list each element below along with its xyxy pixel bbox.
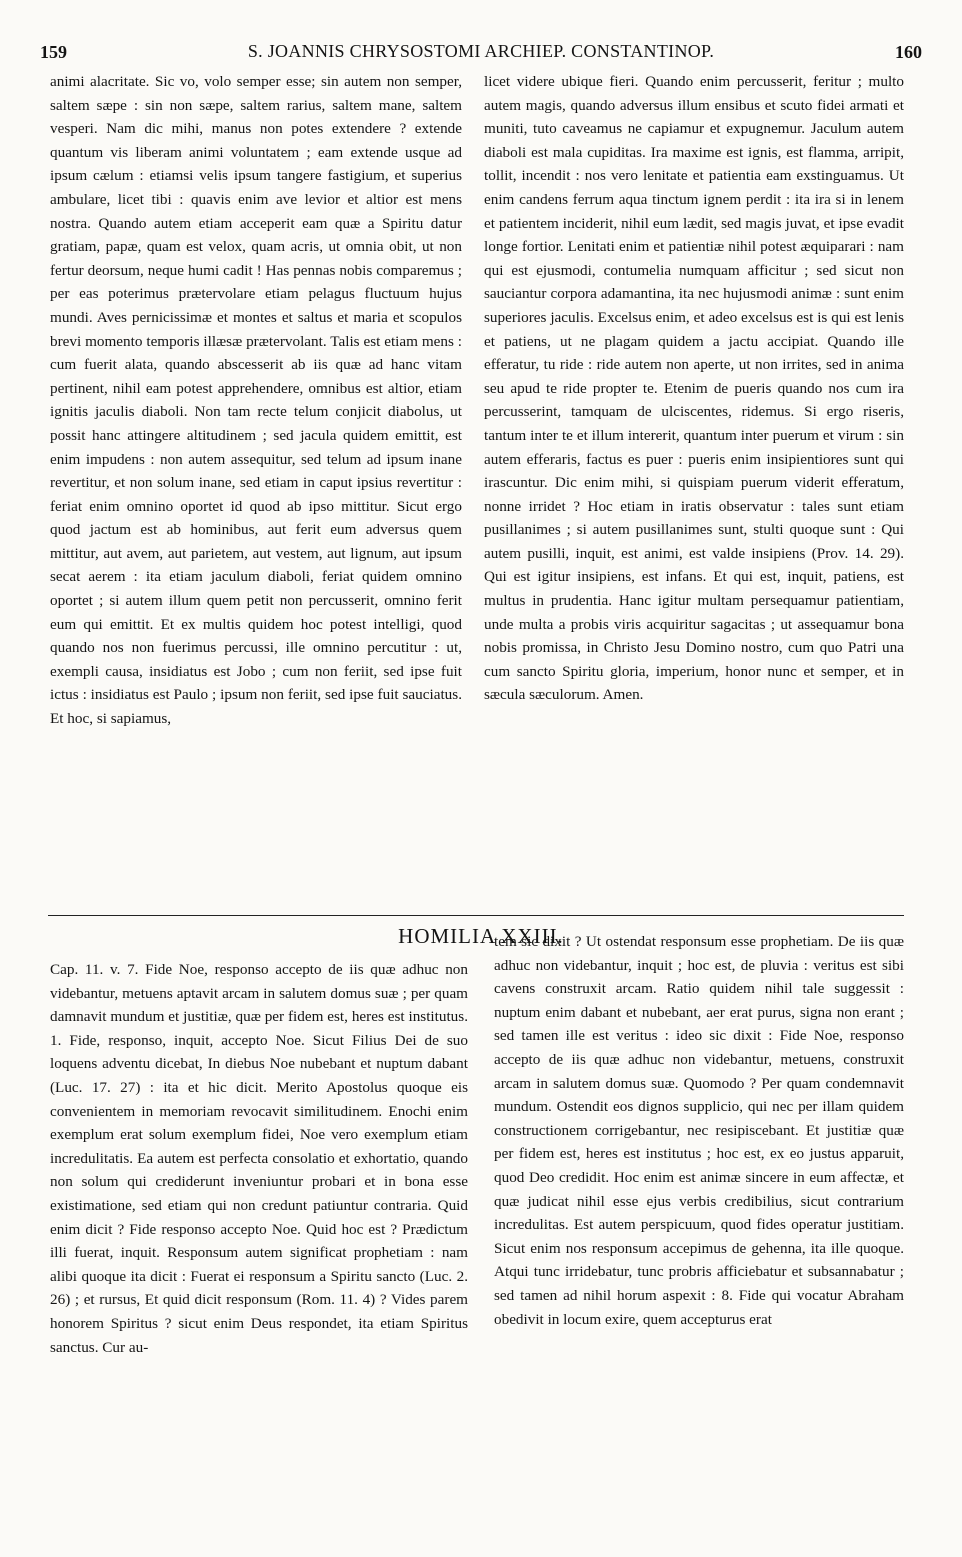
column-upper-left <box>50 70 462 908</box>
section-divider <box>48 915 904 916</box>
column-upper-right <box>484 70 904 908</box>
page-number-left: 159 <box>40 42 67 62</box>
paragraph-upper-right: licet videre ubique fieri. Quando enim percusserit, feritur ; multo autem magis, quando adversus illum ensibus et scuto fidei armati et muniti, tuto caveamus ne capiamur et expugnemur. Jaculum autem diaboli est mala cupiditas. Ira maxime est ignis, est flamma, arripit, tollit, incendit : nos vero lenitate et patientia eam exstinguamus. Ut enim candens ferrum aqua tinctum ignem perdit : ita ira si in lenem et patientem inciderit, nihil eum lædit, sed magis juvat, et ipse evadit longe fortior. Lenitati enim et patientiæ nihil potest æquiparari : nam qui est ejusmodi, contumelia numquam afficitur ; sed sicut non sauciantur corpora adamantina, ita nec hujusmodi animæ : sunt enim superiores jaculis. Excelsus enim, et adeo excelsus est is qui est lenis et patiens, ut ne plagam quidem a jactu accipiat. Quando ille efferatur, tu ride : ride autem non aperte, ut non irrites, sed in anima seu apud te ride propter te. Etenim de pueris quando nos cum ira percusserint, tamquam de ulciscentes, ridemus. Si ergo riseris, tantum inter te et illum intererit, quantum inter puerum et virum : sin autem efferaris, factus es puer : pueris enim insipientiores sunt qui irascuntur. Dic enim mihi, si quispiam puerum viderit efferatum, nonne irridet ? Hoc etiam in iratis observatur : tales sunt etiam pusillanimes ; si autem pusillanimes sunt, stulti quoque sunt : Qui autem pusilli, inquit, est animi, est valde insipiens (Prov. 14. 29). Qui est igitur insipiens, est infans. Et qui est, inquit, patiens, est multus in prudentia. Hanc igitur multam persequamur patientiam, unde multa a probis viris acquiritur sagacitas ; ut assequamur bona nobis promissa, in Christo Jesu Domino nostro, cum quo Patri una cum sancto Spiritu gloria, imperium, honor nunc et semper, et in sæcula sæculorum. Amen. <box>484 73 904 704</box>
page-header <box>40 36 922 70</box>
running-title: S. JOANNIS CHRYSOSTOMI ARCHIEP. CONSTANTINOP. <box>247 41 715 61</box>
paragraph-lower-left: Cap. 11. v. 7. Fide Noe, responso accepto de iis quæ adhuc non videbantur, metuens aptavit arcam in salutem domus suæ ; per quam damnavit mundum et justitiæ, quæ per fidem est, heres est institutus. 1. Fide, responso, inquit, accepto Noe. Sicut Filius Dei de suo loquens adventu dicebat, In diebus Noe nubebant et nuptum dabant (Luc. 17. 27) : ita et hic dicit. Merito Apostolus quoque eis convenientem in memoriam revocavit similitudinem. Enochi enim exemplum erat solum exemplum fidei, Noe vero exemplum etiam incredulitatis. Ea autem est perfecta consolatio et exhortatio, quando non solum qui crediderunt inveniuntur probari et in bona esse existimatione, sed etiam qui non credunt patiuntur contraria. Quid enim dicit ? Fide responso accepto Noe. Quid hoc est ? Prædictum illi fuerat, inquit. Responsum autem significat prophetiam : nam alibi quoque ita dicit : Fuerat ei responsum a Spiritu sancto (Luc. 2. 26) ; et rursus, Et quid dicit responsum (Rom. 11. 4) ? Vides parem honorem Spiritus ? sicut enim Deus respondet, ita etiam Spiritus sanctus. Cur au- <box>50 961 468 1356</box>
column-lower-left <box>50 958 468 1518</box>
paragraph-lower-right: tem sic dixit ? Ut ostendat responsum esse prophetiam. De iis quæ adhuc non videbantur, inquit ; hoc est, de pluvia : veritus est sibi cavens construxit arcam. Ratio quidem nihil tale suggessit : nuptum enim dabant et nubebant, aer erat purus, signa non erant ; sed tamen ille est veritus : ideo sic dixit : Fide Noe, responso accepto de iis quæ adhuc non videbantur, metuens, construxit arcam in salutem domus suæ. Quomodo ? Per quam condemnavit mundum. Ostendit eos dignos supplicio, qui nec per illam quidem constructionem corrigebantur, nec resipiscebant. Et justitiæ quæ per fidem est, heres est institutus ; hoc est, ex eo justus apparuit, quod Deo credidit. Hoc enim est animæ sincere in eum affectæ, et quæ judicat nihil esse ejus verbis credibilius, sicut contrarium incredulitas. Est autem perspicuum, quod fides operatur justitiam. Sicut enim nos responsum accepimus de gehenna, ita ille quoque. Atqui tunc irridebatur, tunc probris afficiebatur et subsannabatur ; sed tamen ad nihil horum aspexit : 8. Fide qui vocatur Abraham obedivit in locum exire, quem accepturus erat <box>494 933 904 1328</box>
page-number-right: 160 <box>895 42 922 62</box>
homily-title: HOMILIA XXIII. <box>398 924 564 948</box>
column-lower-right <box>494 930 904 1522</box>
paragraph-upper-left: animi alacritate. Sic vo, volo semper esse; sin autem non semper, saltem sæpe : sin non sæpe, saltem rarius, saltem mane, saltem vesperi. Nam dic mihi, manus non potes extendere ? extende quantum vis liberam animi voluntatem ; eam extende usque ad ipsum cælum : etiamsi velis ipsum tangere fastigium, et superius ambulare, licet tibi : quavis enim ave levior et altior est mens nostra. Quando autem etiam acceperit eam quæ a Spiritu datur gratiam, papæ, quam est velox, quam acris, ut omnia obit, ut non fertur deorsum, neque humi cadit ! Has pennas nobis comparemus ; per eas poterimus prætervolare etiam pelagus fluctuum hujus mundi. Aves pernicissimæ et montes et saltus et maria et scopulos brevi momento temporis illæsæ prætervolant. Talis est etiam mens : cum fuerit alata, quando abscesserit ab iis quæ ad hanc vitam pertinent, nihil eam potest apprehendere, omnibus est altior, etiam ignitis jaculis diaboli. Non tam recte telum conjicit diabolus, ut possit hanc attingere altitudinem ; sed jacula quidem emittit, est enim impudens : non autem assequitur, sed telum ad ipsum inane revertitur, et non solum inane, sed etiam in caput ipsius revertitur : feriat enim omnino oportet id quod ab ipso mittitur. Sicut ergo quod jactum est ab hominibus, aut ferit eum adversus quem mittitur, aut avem, aut parietem, aut vestem, aut lignum, aut ipsum secat aerem : ita etiam jaculum diaboli, feriat quidem omnino oportet ; si autem illum quem petit non percusserit, omnino ferit eum qui emittit. Et ex multis quidem hoc potest intelligi, quod quando nos non fuerimus percussi, ille omnino percutitur : ut, exempli causa, insidiatus est Jobo ; cum non feriit, sed ipse fuit ictus : insidiatus est Paulo ; ipsum non feriit, sed ipse fuit sauciatus. Et hoc, si sapiamus, <box>50 73 462 728</box>
